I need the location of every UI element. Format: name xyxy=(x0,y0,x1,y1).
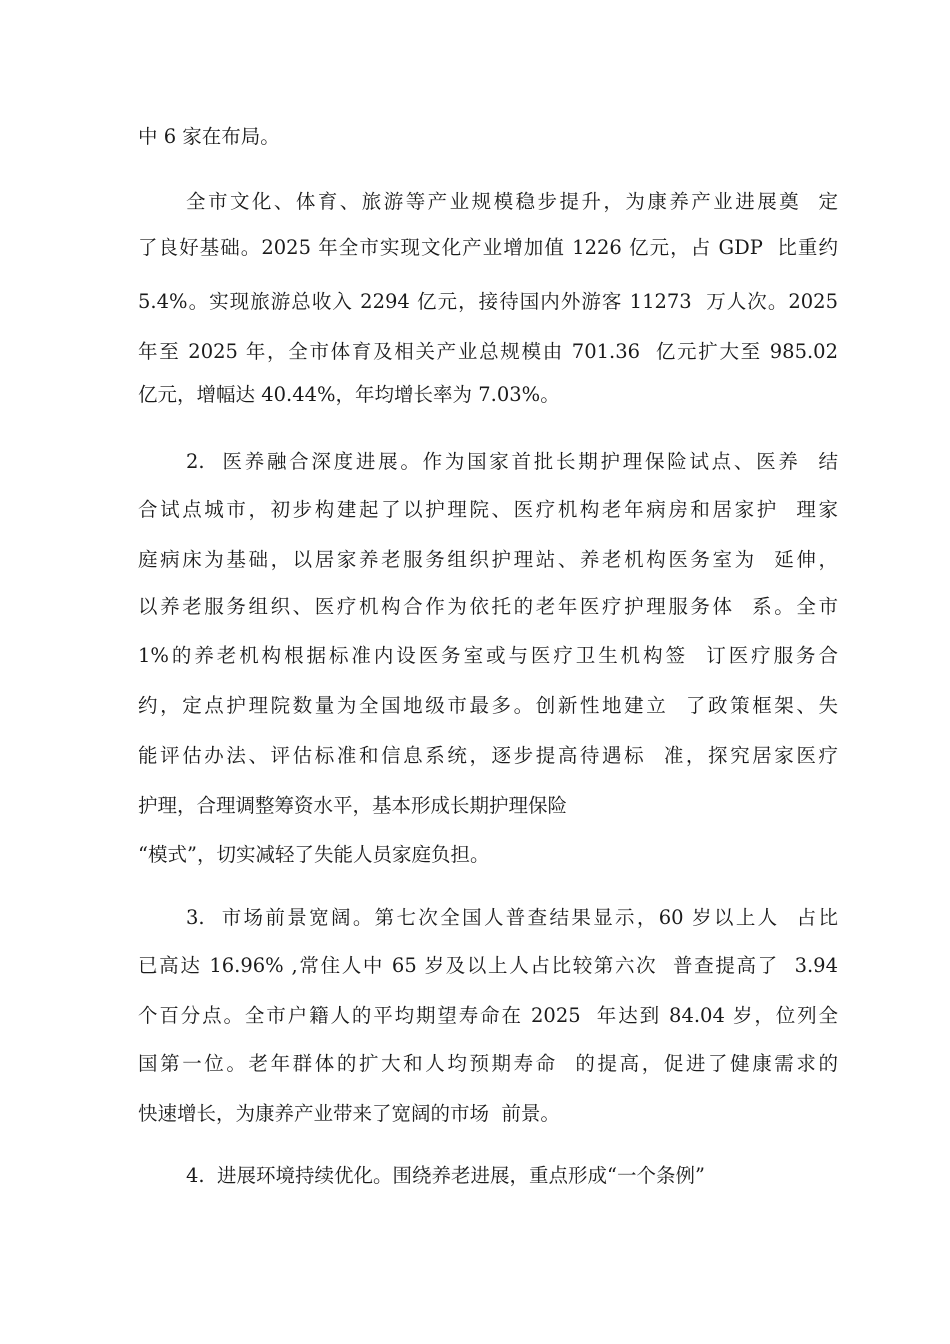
text-line: 能评估办法、评估标准和信息系统，逐步提高待遇标 准，探究居家医疗 xyxy=(138,744,838,767)
text-line: 3. 市场前景宽阔。第七次全国人普查结果显示，60 岁以上人 占比 xyxy=(186,906,838,929)
text-line: 以养老服务组织、医疗机构合作为依托的老年医疗护理服务体 系。全市 xyxy=(138,595,838,618)
text-line: 中 6 家在布局。 xyxy=(138,125,280,148)
text-line: 1%的养老机构根据标准内设医务室或与医疗卫生机构签 订医疗服务合 xyxy=(138,644,838,667)
text-line: 已高达 16.96% ,常住人中 65 岁及以上人占比较第六次 普查提高了 3.94 xyxy=(138,954,838,977)
text-line: 合试点城市，初步构建起了以护理院、医疗机构老年病房和居家护 理家 xyxy=(138,498,838,521)
text-line: 了良好基础。2025 年全市实现文化产业增加值 1226 亿元，占 GDP 比重约 xyxy=(138,236,838,259)
text-line: 年至 2025 年，全市体育及相关产业总规模由 701.36 亿元扩大至 985.02 xyxy=(138,340,838,363)
text-line: 快速增长，为康养产业带来了宽阔的市场 前景。 xyxy=(138,1102,560,1125)
text-line: “模式”，切实减轻了失能人员家庭负担。 xyxy=(138,843,490,866)
text-line: 4. 进展环境持续优化。围绕养老进展，重点形成“一个条例” xyxy=(186,1164,705,1187)
text-line: 国第一位。老年群体的扩大和人均预期寿命 的提高，促进了健康需求的 xyxy=(138,1052,838,1075)
text-line: 庭病床为基础，以居家养老服务组织护理站、养老机构医务室为 延伸， xyxy=(138,548,838,571)
text-line: 个百分点。全市户籍人的平均期望寿命在 2025 年达到 84.04 岁，位列全 xyxy=(138,1004,838,1027)
text-line: 亿元，增幅达 40.44%，年均增长率为 7.03%。 xyxy=(138,383,560,406)
text-line: 5.4%。实现旅游总收入 2294 亿元，接待国内外游客 11273 万人次。2025 xyxy=(138,290,838,313)
text-line: 2. 医养融合深度进展。作为国家首批长期护理保险试点、医养 结 xyxy=(186,450,838,473)
text-line: 全市文化、体育、旅游等产业规模稳步提升，为康养产业进展奠 定 xyxy=(186,190,838,213)
text-line: 护理，合理调整筹资水平，基本形成长期护理保险 xyxy=(138,794,568,817)
text-line: 约，定点护理院数量为全国地级市最多。创新性地建立 了政策框架、失 xyxy=(138,694,838,717)
